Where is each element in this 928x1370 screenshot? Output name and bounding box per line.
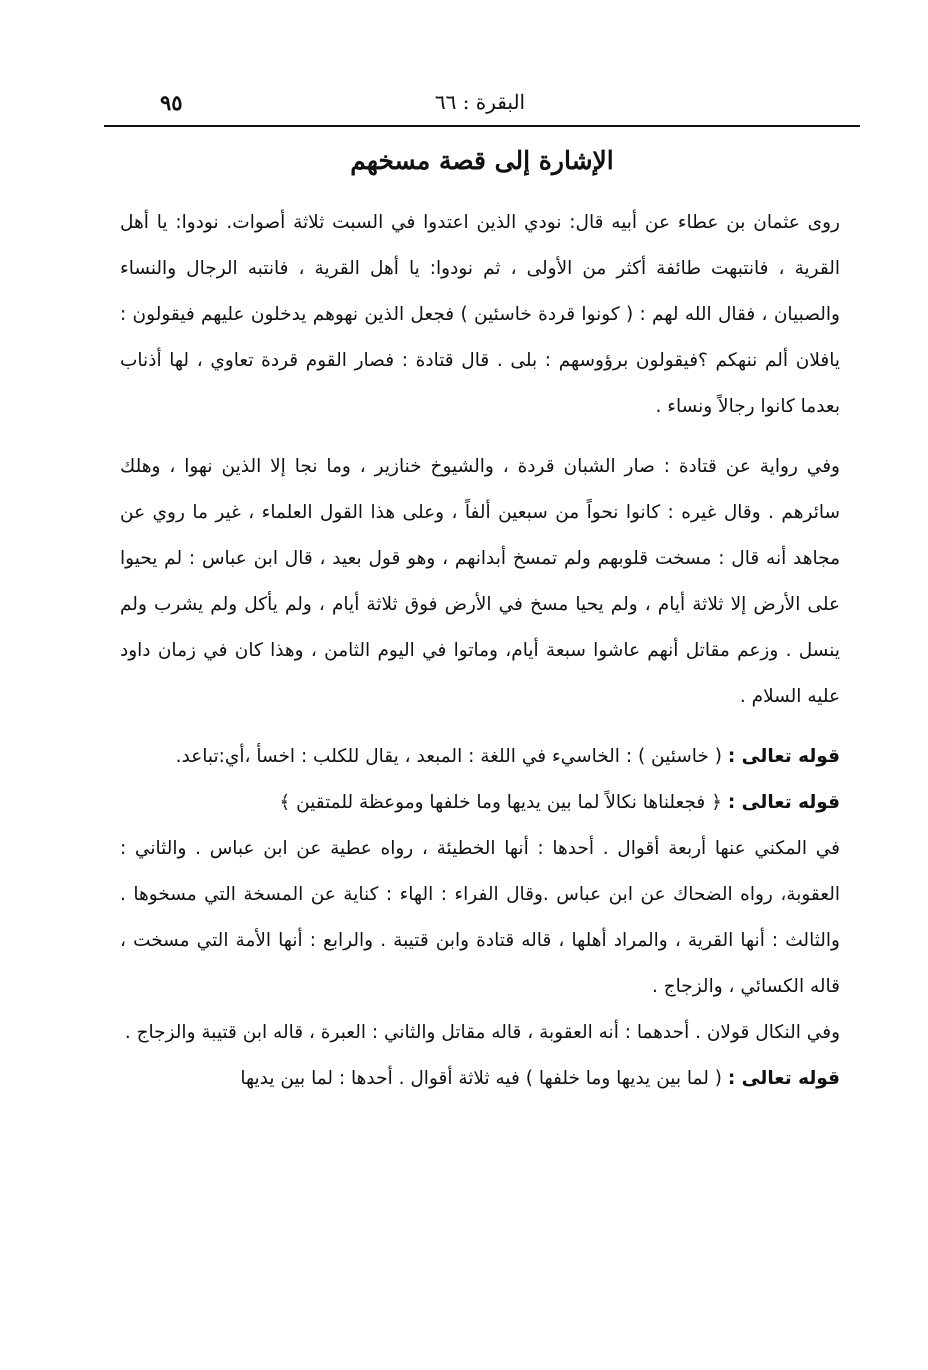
- page-number: ٩٥: [160, 90, 183, 115]
- verse-lead: قوله تعالى :: [727, 792, 840, 813]
- paragraph-3: [120, 734, 840, 780]
- header-divider: [104, 125, 860, 127]
- paragraph-text: ﴿ فجعلناها نكالاً لما بين يديها وما خلفها وموعظة للمتقين ﴾: [279, 792, 728, 813]
- verse-lead: قوله تعالى :: [727, 746, 840, 767]
- section-title: الإشارة إلى قصة مسخهم: [350, 146, 614, 175]
- paragraph-7: [120, 1056, 840, 1102]
- paragraph-text: روى عثمان بن عطاء عن أبيه قال: نودي الذين اعتدوا في السبت ثلاثة أصوات. نودوا: يا أهل القرية ، فانتبهت طائفة أكثر من الأولى ، ثم نودوا: يا أهل القرية ، فانتبه الرجال والنساء والصبيان ، فقال الله لهم : ( كونوا قردة خاسئين ) فجعل الذين نهوهم يدخلون عليهم فيقولون : يافلان ألم ننهكم ؟فيقولون برؤوسهم : بلى . قال قتادة : فصار القوم قردة تعاوي ، لها أذناب بعدما كانوا رجالاً ونساء .: [120, 212, 840, 417]
- paragraph-1: [120, 200, 840, 430]
- paragraph-text: وفي النكال قولان . أحدهما : أنه العقوبة ، قاله مقاتل والثاني : العبرة ، قاله ابن قتيبة والزجاج .: [124, 1022, 840, 1043]
- verse-lead: قوله تعالى :: [727, 1068, 840, 1089]
- paragraph-text: وفي رواية عن قتادة : صار الشبان قردة ، والشيوخ خنازير ، وما نجا إلا الذين نهوا ، وهلك سائرهم . وقال غيره : كانوا نحواً من سبعين ألفاً ، وعلى هذا القول العلماء ، غير ما روي عن مجاهد أنه قال : مسخت قلوبهم ولم تمسخ أبدانهم ، وهو قول بعيد ، قال ابن عباس : لم يحيوا على الأرض إلا ثلاثة أيام ، ولم يحيا مسخ في الأرض فوق ثلاثة أيام ، ولم يأكل ولم يشرب ولم ينسل . وزعم مقاتل أنهم عاشوا سبعة أيام، وماتوا في اليوم الثامن ، وهذا كان في زمان داود عليه السلام .: [120, 456, 840, 707]
- paragraph-6: [120, 1010, 840, 1056]
- body-text: [120, 200, 840, 1102]
- surah-reference: البقرة : ٦٦: [434, 90, 526, 114]
- paragraph-2: [120, 444, 840, 720]
- paragraph-text: في المكني عنها أربعة أقوال . أحدها : أنها الخطيئة ، رواه عطية عن ابن عباس . والثاني : العقوبة، رواه الضحاك عن ابن عباس .وقال الفراء : الهاء : كناية عن المسخة التي مسخوها . والثالث : أنها القرية ، والمراد أهلها ، قاله قتادة وابن قتيبة . والرابع : أنها الأمة التي مسخت ، قاله الكسائي ، والزجاج .: [120, 838, 840, 997]
- paragraph-text: ( لما بين يديها وما خلفها ) فيه ثلاثة أقوال . أحدها : لما بين يديها: [240, 1068, 728, 1089]
- paragraph-text: ( خاسئين ) : الخاسيء في اللغة : المبعد ، يقال للكلب : اخسأ ،أي:تباعد.: [175, 746, 728, 767]
- paragraph-5: [120, 826, 840, 1010]
- paragraph-4: [120, 780, 840, 826]
- page-header: [120, 86, 840, 126]
